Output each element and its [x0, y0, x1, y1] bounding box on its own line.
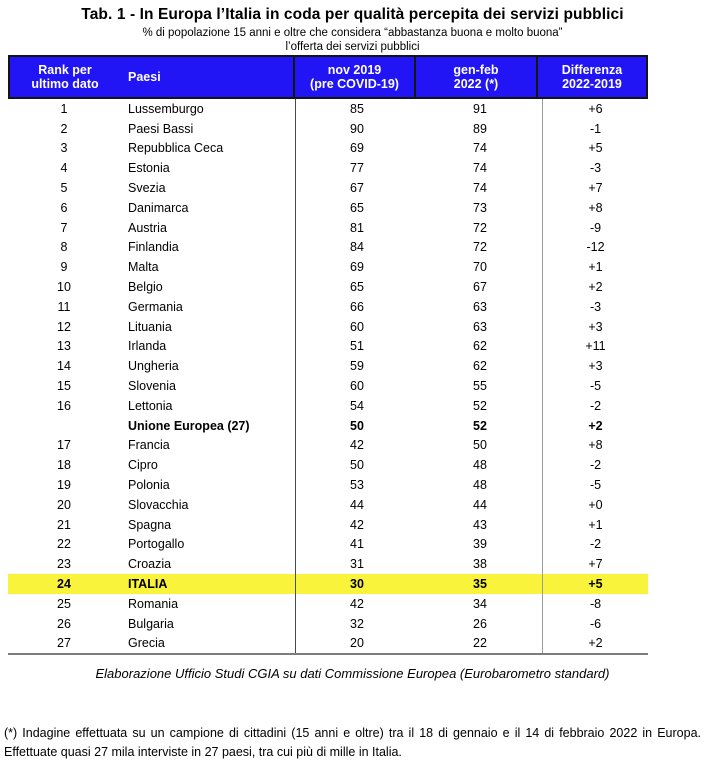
diff-cell: -12 [542, 238, 648, 258]
country-cell: Paesi Bassi [128, 121, 194, 136]
subtitle-line-2: l’offerta dei servizi pubblici [285, 41, 420, 53]
rank-cell: 9 [60, 260, 68, 275]
table-row [8, 178, 648, 198]
country-cell: Danimarca [128, 200, 189, 215]
nov2019-cell: 30 [295, 574, 418, 594]
genfeb2022-cell: 67 [473, 280, 487, 295]
country-cell: Slovacchia [128, 497, 189, 512]
table-row [8, 554, 648, 574]
diff-cell: -2 [542, 535, 648, 555]
country-cell: Croazia [128, 557, 172, 572]
nov2019-cell: 60 [295, 317, 418, 337]
rank-cell: 27 [57, 636, 71, 651]
genfeb2022-cell: 35 [473, 577, 487, 592]
subtitle-line-1: % di popolazione 15 anni e oltre che considera “abbastanza buona e molto buona” [142, 27, 563, 39]
country-cell: Finlandia [128, 240, 179, 255]
country-cell: Lettonia [128, 398, 173, 413]
country-cell: Svezia [128, 181, 166, 196]
genfeb2022-cell: 48 [473, 478, 487, 493]
country-cell: Spagna [128, 517, 172, 532]
rank-cell: 12 [57, 319, 71, 334]
header-rank-line2: ultimo dato [31, 77, 99, 91]
nov2019-cell: 54 [295, 396, 418, 416]
rank-cell: 7 [60, 220, 68, 235]
table-row [8, 119, 648, 139]
country-cell: Bulgaria [128, 616, 174, 631]
nov2019-cell: 67 [295, 178, 418, 198]
rank-cell: 24 [57, 577, 71, 592]
rank-cell: 5 [60, 181, 68, 196]
diff-cell: -5 [542, 376, 648, 396]
rank-cell: 3 [60, 141, 68, 156]
diff-cell: -2 [542, 455, 648, 475]
diff-cell: +0 [542, 495, 648, 515]
nov2019-cell: 90 [295, 119, 418, 139]
table-body [8, 99, 648, 655]
country-cell: Romania [128, 596, 179, 611]
rank-cell: 15 [57, 379, 71, 394]
genfeb2022-cell: 74 [473, 141, 487, 156]
country-cell: Grecia [128, 636, 165, 651]
genfeb2022-cell: 48 [473, 458, 487, 473]
rank-cell: 25 [57, 596, 71, 611]
nov2019-cell: 42 [295, 436, 418, 456]
nov2019-cell: 84 [295, 238, 418, 258]
nov2019-cell: 41 [295, 535, 418, 555]
header-nov2019-line2: (pre COVID-19) [310, 77, 399, 91]
ranking-table [8, 55, 648, 655]
diff-cell: -6 [542, 614, 648, 634]
genfeb2022-cell: 50 [473, 438, 487, 453]
nov2019-cell: 65 [295, 198, 418, 218]
diff-cell: +2 [542, 277, 648, 297]
header-genfeb2022 [414, 57, 536, 97]
diff-cell: -3 [542, 297, 648, 317]
table-row [8, 475, 648, 495]
rank-cell: 21 [57, 517, 71, 532]
table-row [8, 218, 648, 238]
nov2019-cell: 42 [295, 594, 418, 614]
country-cell: Germania [128, 299, 183, 314]
rank-cell: 19 [57, 478, 71, 493]
rank-cell: 13 [57, 339, 71, 354]
genfeb2022-cell: 43 [473, 517, 487, 532]
rank-cell: 23 [57, 557, 71, 572]
diff-cell: +5 [542, 574, 648, 594]
country-cell: Lussemburgo [128, 101, 204, 116]
genfeb2022-cell: 72 [473, 240, 487, 255]
rank-cell: 26 [57, 616, 71, 631]
genfeb2022-cell: 34 [473, 596, 487, 611]
diff-cell: +8 [542, 198, 648, 218]
diff-cell: -9 [542, 218, 648, 238]
table-row [8, 416, 648, 436]
nov2019-cell: 44 [295, 495, 418, 515]
country-cell: Slovenia [128, 379, 176, 394]
nov2019-cell: 42 [295, 515, 418, 535]
country-cell: ITALIA [128, 577, 168, 592]
diff-cell: +3 [542, 356, 648, 376]
diff-cell: +1 [542, 515, 648, 535]
diff-cell: -3 [542, 158, 648, 178]
table-row [8, 634, 648, 654]
genfeb2022-cell: 55 [473, 379, 487, 394]
diff-cell: -5 [542, 475, 648, 495]
nov2019-cell: 51 [295, 337, 418, 357]
rank-cell: 2 [60, 121, 68, 136]
header-nov2019-line1: nov 2019 [327, 63, 382, 77]
header-diff-line2: 2022-2019 [562, 77, 622, 91]
country-cell: Portogallo [128, 537, 185, 552]
genfeb2022-cell: 52 [473, 418, 487, 433]
country-cell: Belgio [128, 280, 163, 295]
rank-cell: 10 [57, 280, 71, 295]
genfeb2022-cell: 22 [473, 636, 487, 651]
rank-cell: 8 [60, 240, 68, 255]
nov2019-cell: 77 [295, 158, 418, 178]
table-row [8, 594, 648, 614]
genfeb2022-cell: 63 [473, 299, 487, 314]
genfeb2022-cell: 74 [473, 161, 487, 176]
genfeb2022-cell: 70 [473, 260, 487, 275]
table-row [8, 455, 648, 475]
table-row [8, 436, 648, 456]
rank-cell: 20 [57, 497, 71, 512]
header-rank [10, 57, 120, 97]
country-cell: Francia [128, 438, 170, 453]
header-diff [536, 57, 646, 97]
header-genfeb2022-line2: 2022 (*) [453, 77, 499, 91]
table-row [8, 297, 648, 317]
nov2019-cell: 50 [295, 416, 418, 436]
genfeb2022-cell: 38 [473, 557, 487, 572]
genfeb2022-cell: 73 [473, 200, 487, 215]
rank-cell: 22 [57, 537, 71, 552]
header-diff-line1: Differenza [561, 63, 623, 77]
genfeb2022-cell: 89 [473, 121, 487, 136]
table-row [8, 257, 648, 277]
nov2019-cell: 65 [295, 277, 418, 297]
nov2019-cell: 81 [295, 218, 418, 238]
table-row [8, 396, 648, 416]
genfeb2022-cell: 52 [473, 398, 487, 413]
genfeb2022-cell: 62 [473, 359, 487, 374]
table-row [8, 317, 648, 337]
table-row [8, 139, 648, 159]
diff-cell: +5 [542, 139, 648, 159]
nov2019-cell: 60 [295, 376, 418, 396]
rank-cell: 4 [60, 161, 68, 176]
rank-cell: 16 [57, 398, 71, 413]
genfeb2022-cell: 44 [473, 497, 487, 512]
rank-cell: 6 [60, 200, 68, 215]
country-cell: Polonia [128, 478, 170, 493]
country-cell: Austria [128, 220, 167, 235]
genfeb2022-cell: 72 [473, 220, 487, 235]
header-nov2019 [293, 57, 414, 97]
nov2019-cell: 59 [295, 356, 418, 376]
diff-cell: -8 [542, 594, 648, 614]
nov2019-cell: 20 [295, 634, 418, 654]
table-row [8, 277, 648, 297]
diff-cell: +8 [542, 436, 648, 456]
rank-cell: 1 [60, 101, 68, 116]
table-row [8, 574, 648, 594]
diff-cell: +2 [542, 416, 648, 436]
source-note: Elaborazione Ufficio Studi CGIA su dati Commissione Europea (Eurobarometro standard) [95, 666, 610, 681]
nov2019-cell: 69 [295, 139, 418, 159]
genfeb2022-cell: 62 [473, 339, 487, 354]
rank-cell: 17 [57, 438, 71, 453]
footnote: (*) Indagine effettuata su un campione di cittadini (15 anni e oltre) tra il 18 di gennaio e il 14 di febbraio 2022 in Europa. Effettuate quasi 27 mila interviste in 27 paesi, tra cui più di mille in Italia. [4, 726, 701, 759]
country-cell: Repubblica Ceca [128, 141, 224, 156]
page-title: Tab. 1 - In Europa l’Italia in coda per qualità percepita dei servizi pubblici [81, 6, 624, 23]
table-row [8, 515, 648, 535]
table-row [8, 158, 648, 178]
header-country-line1: Paesi [128, 70, 161, 84]
table-row [8, 376, 648, 396]
diff-cell: -1 [542, 119, 648, 139]
table-row [8, 99, 648, 119]
nov2019-cell: 32 [295, 614, 418, 634]
genfeb2022-cell: 74 [473, 181, 487, 196]
nov2019-cell: 53 [295, 475, 418, 495]
table-row [8, 495, 648, 515]
diff-cell: +1 [542, 257, 648, 277]
genfeb2022-cell: 91 [473, 101, 487, 116]
diff-cell: +7 [542, 554, 648, 574]
rank-cell [8, 416, 120, 436]
table-row [8, 198, 648, 218]
country-cell: Irlanda [128, 339, 167, 354]
country-cell: Estonia [128, 161, 170, 176]
rank-cell: 18 [57, 458, 71, 473]
rank-cell: 11 [57, 299, 71, 314]
diff-cell: +11 [542, 337, 648, 357]
genfeb2022-cell: 63 [473, 319, 487, 334]
nov2019-cell: 31 [295, 554, 418, 574]
country-cell: Ungheria [128, 359, 179, 374]
table-header-row [8, 55, 648, 99]
country-cell: Unione Europea (27) [128, 418, 250, 433]
nov2019-cell: 50 [295, 455, 418, 475]
diff-cell: +6 [542, 99, 648, 119]
diff-cell: +2 [542, 634, 648, 654]
diff-cell: +3 [542, 317, 648, 337]
diff-cell: +7 [542, 178, 648, 198]
header-rank-line1: Rank per [38, 63, 92, 77]
genfeb2022-cell: 39 [473, 537, 487, 552]
table-row [8, 356, 648, 376]
nov2019-cell: 85 [295, 99, 418, 119]
diff-cell: -2 [542, 396, 648, 416]
genfeb2022-cell: 26 [473, 616, 487, 631]
table-row [8, 614, 648, 634]
country-cell: Malta [128, 260, 159, 275]
table-row [8, 337, 648, 357]
country-cell: Cipro [128, 458, 158, 473]
nov2019-cell: 69 [295, 257, 418, 277]
nov2019-cell: 66 [295, 297, 418, 317]
country-cell: Lituania [128, 319, 172, 334]
header-country [120, 57, 293, 97]
header-genfeb2022-line1: gen-feb [453, 63, 499, 77]
table-row [8, 238, 648, 258]
table-row [8, 535, 648, 555]
rank-cell: 14 [57, 359, 71, 374]
